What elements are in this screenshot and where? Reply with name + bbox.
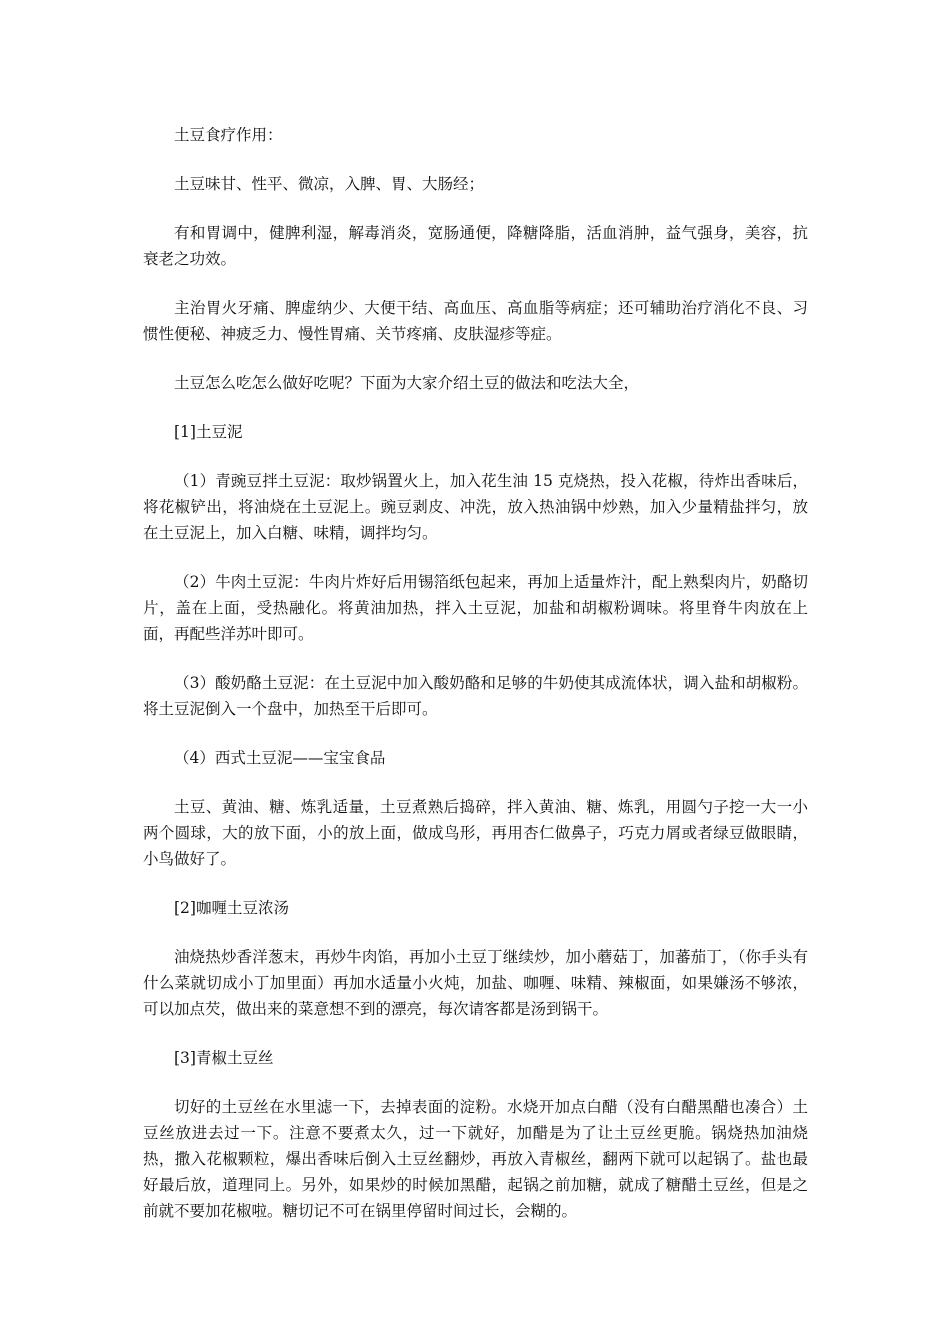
- document-body: [143, 122, 808, 1247]
- paragraph-recipes-intro: 土豆怎么吃怎么做好吃呢？下面为大家介绍土豆的做法和吃法大全，: [174, 374, 640, 392]
- paragraph-recipe-pepper-shreds: 切好的土豆丝在水里滤一下，去掉表面的淀粉。水烧开加点白醋（没有白醋黑醋也凑合）土豆丝放进去过一下。注意不要煮太久，过一下就好，加醋是为了让土豆丝更脆。锅烧热加油烧热，撒入花椒颗粒，爆出香味后倒入土豆丝翻炒，再放入青椒丝，翻两下就可以起锅了。盐也最好最后放，道理同上。另外，如果炒的时候加黑醋，起锅之前加糖，就成了糖醋土豆丝，但是之前就不要加花椒啦。糖切记不可在锅里停留时间过长，会糊的。: [143, 1098, 808, 1220]
- paragraph-intro-title: 土豆食疗作用：: [174, 126, 283, 144]
- paragraph-recipe-western-mash: 土豆、黄油、糖、炼乳适量，土豆煮熟后捣碎，拌入黄油、糖、炼乳，用圆勺子挖一大一小两个圆球，大的放下面，小的放上面，做成鸟形，再用杏仁做鼻子，巧克力屑或者绿豆做眼睛，小鸟做好了。: [143, 798, 808, 868]
- paragraph-recipe-beef-mash: （2）牛肉土豆泥：牛肉片炸好后用锡箔纸包起来，再加上适量炸汁，配上熟梨肉片，奶酪切片，盖在上面，受热融化。将黄油加热，拌入土豆泥，加盐和胡椒粉调味。将里脊牛肉放在上面，再配些洋苏叶即可。: [143, 573, 808, 643]
- paragraph-nature: 土豆味甘、性平、微凉，入脾、胃、大肠经；: [174, 175, 485, 193]
- paragraph-recipe-yogurt-mash: （3）酸奶酪土豆泥：在土豆泥中加入酸奶酪和足够的牛奶使其成流体状，调入盐和胡椒粉。将土豆泥倒入一个盘中，加热至干后即可。: [143, 674, 808, 718]
- paragraph-recipe-curry-soup: 油烧热炒香洋葱末，再炒牛肉馅，再加小土豆丁继续炒，加小蘑菇丁，加蕃茄丁，（你手头有什么菜就切成小丁加里面）再加水适量小火炖，加盐、咖喱、味精、辣椒面，如果嫌汤不够浓，可以加点芡，做出来的菜意想不到的漂亮，每次请客都是汤到锅干。: [143, 948, 808, 1018]
- paragraph-recipe-pea-mash: （1）青豌豆拌土豆泥：取炒锅置火上，加入花生油 15 克烧热，投入花椒，待炸出香味后，将花椒铲出，将油烧在土豆泥上。豌豆剥皮、冲洗，放入热油锅中炒熟，加入少量精盐拌匀，放在土豆泥上，加入白糖、味精，调拌均匀。: [143, 472, 808, 542]
- section-heading-curry-soup: [2]咖喱土豆浓汤: [174, 899, 289, 917]
- section-heading-mashed-potato: [1]土豆泥: [174, 423, 243, 441]
- section-heading-pepper-shreds: [3]青椒土豆丝: [174, 1049, 274, 1067]
- paragraph-indications: 主治胃火牙痛、脾虚纳少、大便干结、高血压、高血脂等病症；还可辅助治疗消化不良、习惯性便秘、神疲乏力、慢性胃痛、关节疼痛、皮肤湿疹等症。: [143, 299, 808, 343]
- paragraph-efficacy: 有和胃调中，健脾利湿，解毒消炎，宽肠通便，降糖降脂，活血消肿，益气强身，美容，抗衰老之功效。: [143, 224, 808, 268]
- subheading-western-mash: （4）西式土豆泥——宝宝食品: [174, 749, 386, 767]
